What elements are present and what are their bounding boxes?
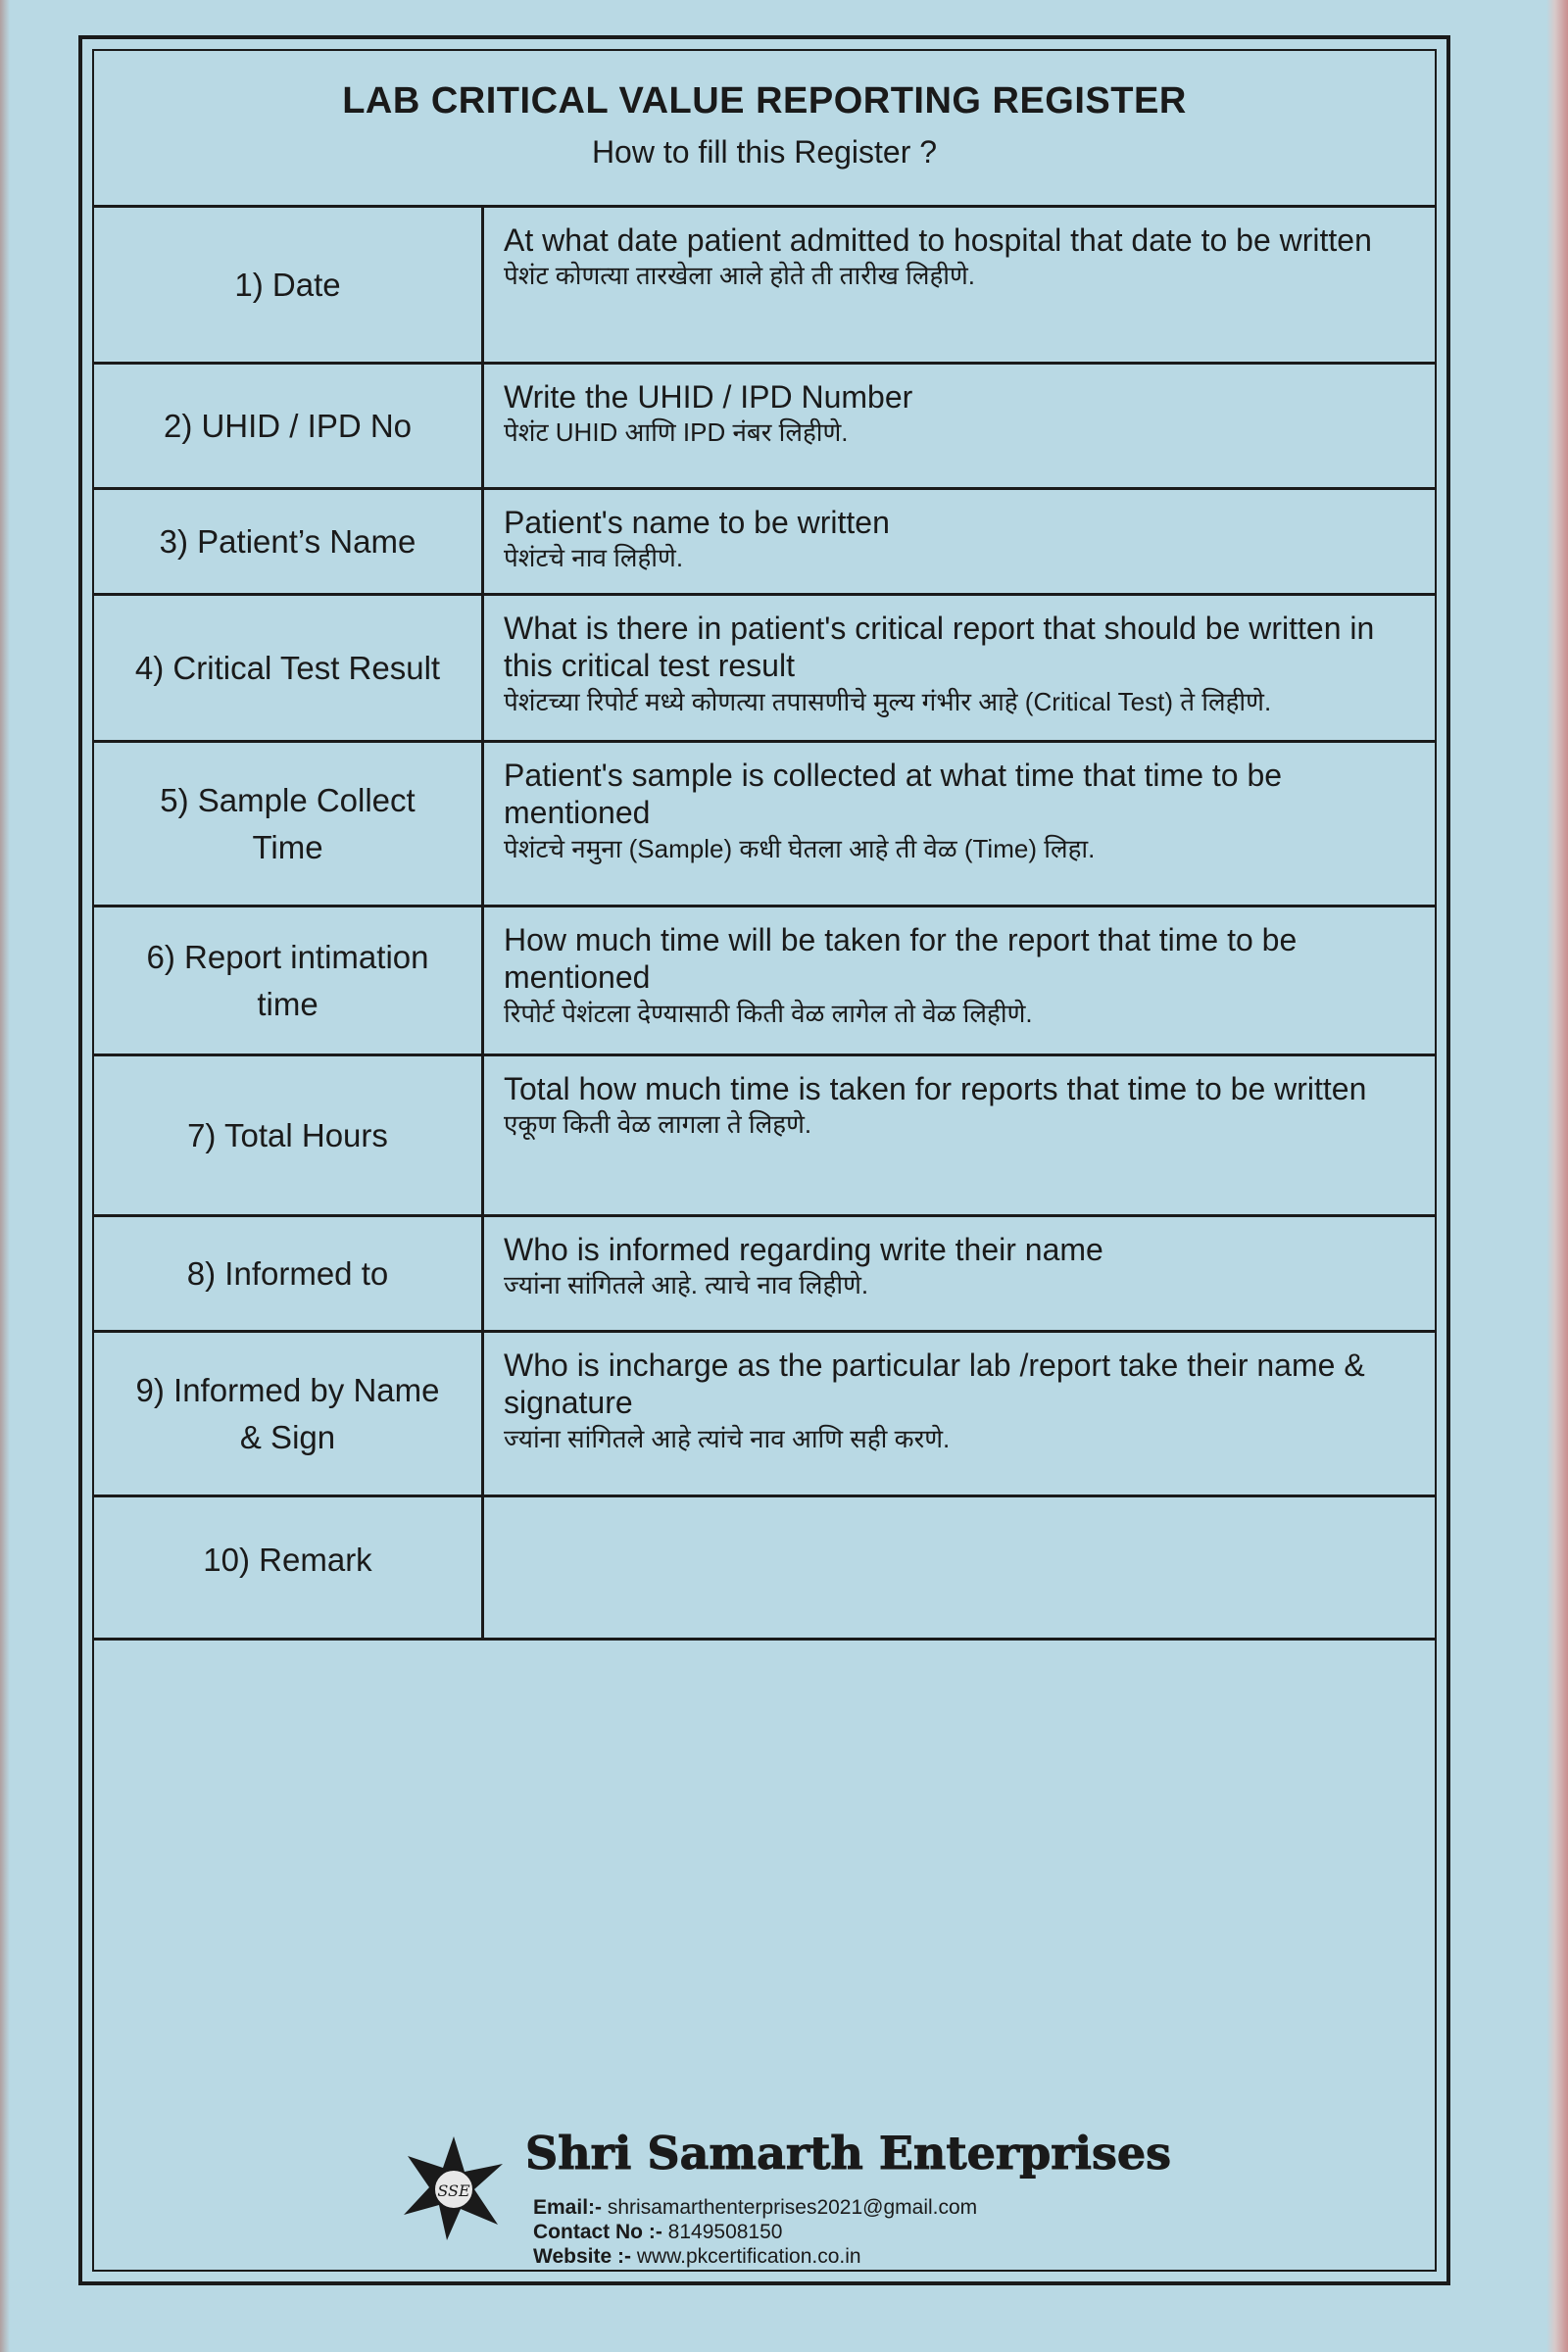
row-description xyxy=(484,743,1435,905)
description-english: Patient's sample is collected at what time that time to be mentioned xyxy=(504,758,1283,831)
description-marathi: ज्यांना सांगितले आहे. त्याचे नाव लिहीणे. xyxy=(504,1270,869,1300)
instructions-table xyxy=(94,208,1435,1641)
row-label: 1) Date xyxy=(94,208,484,362)
description-english: What is there in patient's critical report that should be written in this critical test result xyxy=(504,611,1375,684)
table-row-total-hours xyxy=(94,1056,1435,1217)
row-description xyxy=(484,596,1435,740)
website-label: Website :- xyxy=(533,2245,631,2269)
row-description xyxy=(484,1056,1435,1214)
description-marathi: पेशंटचे नाव लिहीणे. xyxy=(504,543,684,573)
row-label: 2) UHID / IPD No xyxy=(94,365,484,487)
publisher-footer xyxy=(94,2113,1435,2270)
table-row-informed-to xyxy=(94,1217,1435,1333)
row-label: 10) Remark xyxy=(94,1497,484,1638)
email-value: shrisamarthenterprises2021@gmail.com xyxy=(607,2196,978,2219)
table-row-critical-test xyxy=(94,596,1435,743)
description-english: Write the UHID / IPD Number xyxy=(504,379,913,415)
row-label: 8) Informed to xyxy=(94,1217,484,1330)
row-label: 3) Patient’s Name xyxy=(94,490,484,593)
register-subtitle: How to fill this Register ? xyxy=(591,134,938,170)
row-description xyxy=(484,1497,1435,1638)
row-label: 7) Total Hours xyxy=(94,1056,484,1214)
phone-line xyxy=(533,2220,977,2244)
website-line xyxy=(533,2244,977,2269)
description-english: Total how much time is taken for reports that time to be written xyxy=(504,1071,1367,1106)
description-marathi: पेशंट UHID आणि IPD नंबर लिहीणे. xyxy=(504,417,849,448)
description-english: At what date patient admitted to hospital that date to be written xyxy=(504,222,1372,258)
logo-monogram: SSE xyxy=(437,2181,470,2200)
row-description xyxy=(484,907,1435,1054)
row-label: 9) Informed by Name & Sign xyxy=(94,1333,484,1494)
description-english: Who is incharge as the particular lab /report take their name & signature xyxy=(504,1348,1365,1421)
row-label: 5) Sample Collect Time xyxy=(94,743,484,905)
page-edge-right xyxy=(1546,0,1568,2352)
contact-details xyxy=(533,2195,977,2270)
row-description xyxy=(484,208,1435,362)
star-logo-icon xyxy=(400,2134,508,2242)
description-marathi: एकूण किती वेळ लागला ते लिहणे. xyxy=(504,1109,812,1140)
row-description xyxy=(484,365,1435,487)
row-label: 4) Critical Test Result xyxy=(94,596,484,740)
row-description xyxy=(484,1333,1435,1494)
email-line xyxy=(533,2195,977,2220)
register-header xyxy=(94,51,1435,208)
table-row-uhid xyxy=(94,365,1435,490)
phone-label: Contact No :- xyxy=(533,2221,662,2244)
description-english: Patient's name to be written xyxy=(504,505,890,540)
phone-value: 8149508150 xyxy=(667,2221,783,2244)
table-row-remark xyxy=(94,1497,1435,1641)
table-row-patient-name xyxy=(94,490,1435,596)
description-marathi: पेशंट कोणत्या तारखेला आले होते ती तारीख लिहीणे. xyxy=(504,261,976,291)
register-title: LAB CRITICAL VALUE REPORTING REGISTER xyxy=(342,80,1187,122)
row-description xyxy=(484,490,1435,593)
table-row-informed-by xyxy=(94,1333,1435,1497)
table-row-sample-collect xyxy=(94,743,1435,907)
description-marathi: पेशंटच्या रिपोर्ट मध्ये कोणत्या तपासणीचे मुल्य गंभीर आहे (Critical Test) ते लिहीणे. xyxy=(504,686,1272,716)
table-row-report-intimation xyxy=(94,907,1435,1056)
table-row-date xyxy=(94,208,1435,365)
description-marathi: पेशंटचे नमुना (Sample) कधी घेतला आहे ती वेळ (Time) लिहा. xyxy=(504,833,1096,863)
description-marathi: ज्यांना सांगितले आहे त्यांचे नाव आणि सही करणे. xyxy=(504,1423,951,1453)
description-english: Who is informed regarding write their name xyxy=(504,1232,1103,1267)
row-label: 6) Report intimation time xyxy=(94,907,484,1054)
row-description xyxy=(484,1217,1435,1330)
company-name: Shri Samarth Enterprises xyxy=(525,2127,1172,2180)
email-label: Email:- xyxy=(533,2196,603,2219)
register-form xyxy=(92,49,1437,2272)
description-english: How much time will be taken for the report that time to be mentioned xyxy=(504,922,1298,996)
website-value: www.pkcertification.co.in xyxy=(636,2245,861,2269)
page-edge-left xyxy=(0,0,10,2352)
description-marathi: रिपोर्ट पेशंटला देण्यासाठी किती वेळ लागेल तो वेळ लिहीणे. xyxy=(504,998,1033,1028)
